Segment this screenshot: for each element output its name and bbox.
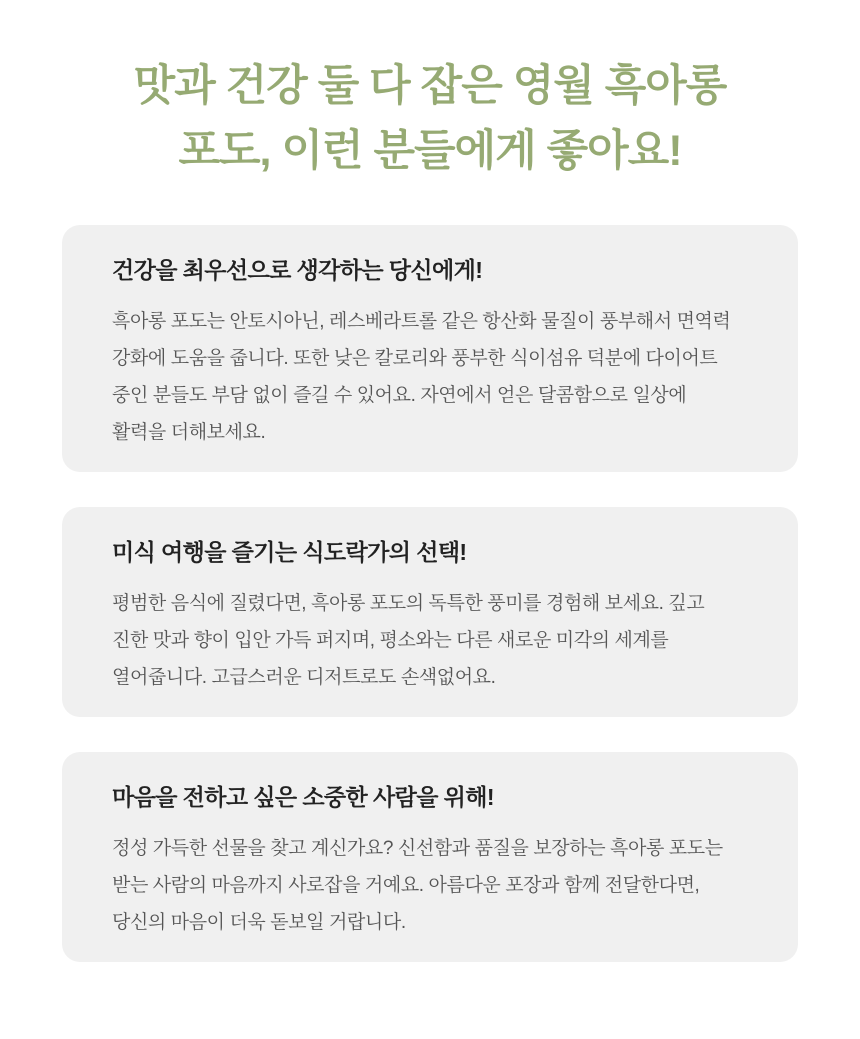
card-title: 건강을 최우선으로 생각하는 당신에게! <box>112 257 483 283</box>
card-body: 평범한 음식에 질렸다면, 흑아롱 포도의 독특한 풍미를 경험해 보세요. 깊고 진한 맛과 향이 입안 가득 퍼지며, 평소와는 다른 새로운 미각의 세계를 열어줍니다. 고급스러운 디저트로도 손색없어요. <box>112 593 705 688</box>
card-title: 마음을 전하고 싶은 소중한 사람을 위해! <box>112 784 494 810</box>
card-body: 정성 가득한 선물을 찾고 계신가요? 신선함과 품질을 보장하는 흑아롱 포도는 받는 사람의 마음까지 사로잡을 거예요. 아름다운 포장과 함께 전달한다면, 당신의 마음이 더욱 돋보일 거랍니다. <box>112 838 723 933</box>
benefit-card-gourmet <box>62 507 798 717</box>
page-title: 맛과 건강 둘 다 잡은 영월 흑아롱 포도, 이런 분들에게 좋아요! <box>133 62 727 175</box>
card-body: 흑아롱 포도는 안토시아닌, 레스베라트롤 같은 항산화 물질이 풍부해서 면역력 강화에 도움을 줍니다. 또한 낮은 칼로리와 풍부한 식이섬유 덕분에 다이어트 중인 분들도 부담 없이 즐길 수 있어요. 자연에서 얻은 달콤함으로 일상에 활력을 더해보세요. <box>112 311 731 443</box>
benefit-card-gift <box>62 752 798 962</box>
benefit-card-list <box>0 225 860 962</box>
benefit-card-health <box>62 225 798 472</box>
card-title: 미식 여행을 즐기는 식도락가의 선택! <box>112 539 467 565</box>
